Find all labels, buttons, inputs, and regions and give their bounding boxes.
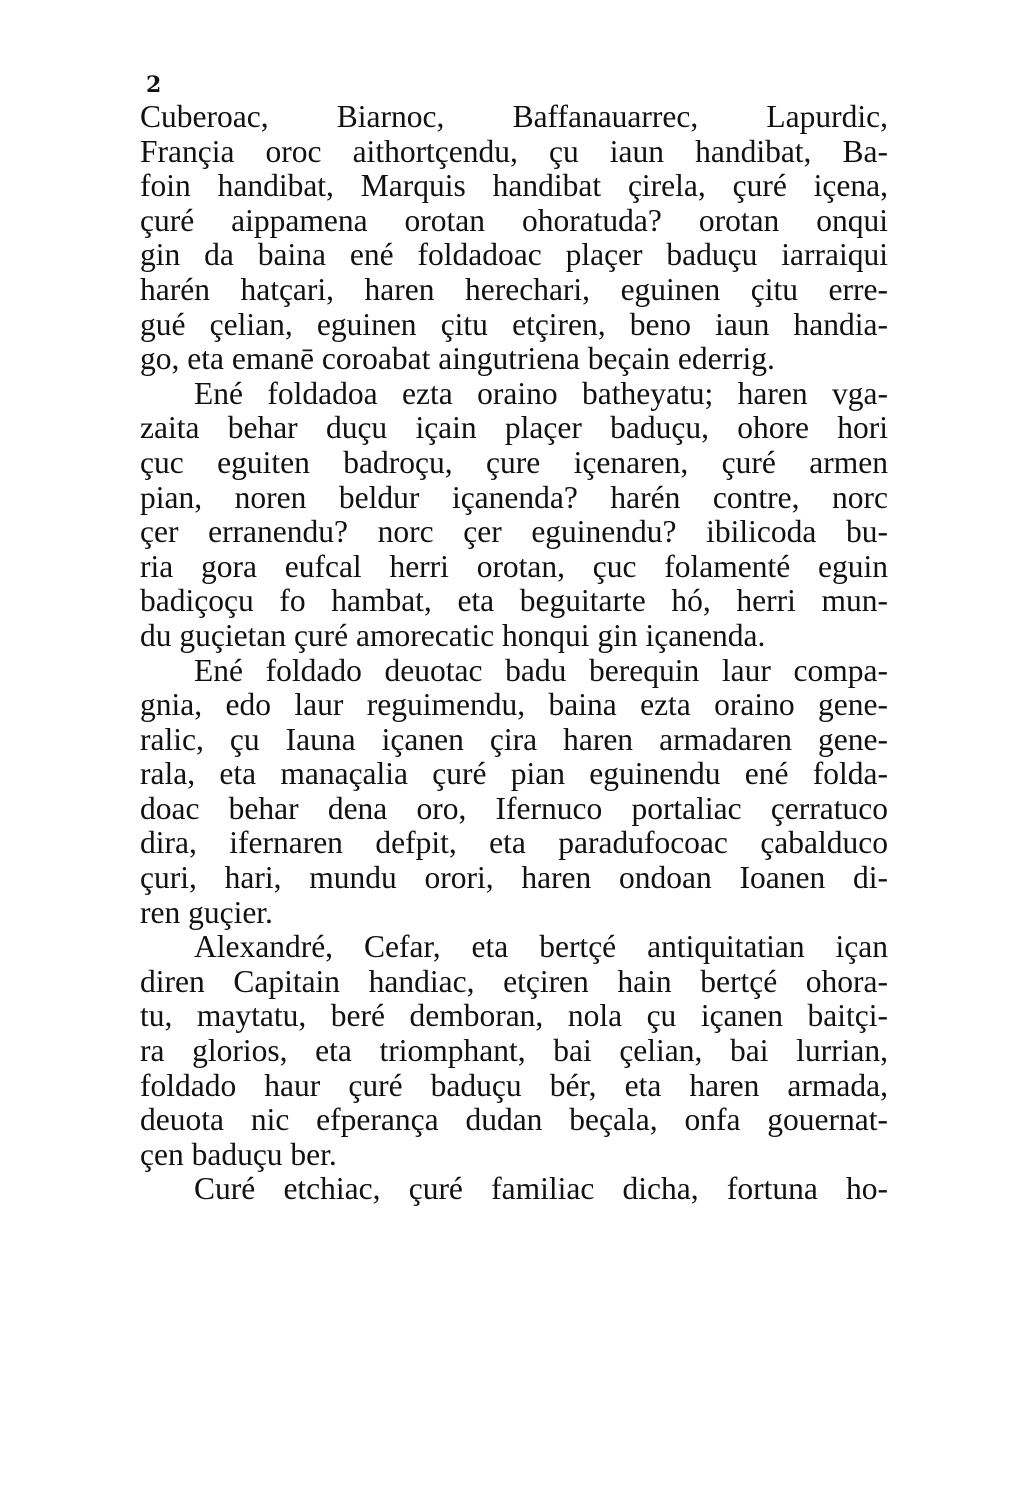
text-line: çuc eguiten badroçu, çure içenaren, çuré armen [140,445,888,480]
text-line: doac behar dena oro, Ifernuco portaliac çerratuco [140,791,888,826]
text-line: çer erranendu? norc çer eguinendu? ibilicoda bu- [140,515,888,550]
text-line: çuré aippamena orotan ohoratuda? orotan onqui [140,203,888,238]
paragraph [140,100,888,377]
paragraph [140,930,888,1172]
text-line: çen baduçu ber. [140,1137,337,1172]
text-line: go, eta emanē coroabat aingutriena beçain ederrig. [140,342,775,377]
paragraph [140,377,888,654]
text-line: badiçoçu fo hambat, eta beguitarte hó, herri mun- [140,584,888,619]
text-line: Alexandré, Cefar, eta bertçé antiquitatian içan [194,930,888,965]
text-line: diren Capitain handiac, etçiren hain bertçé ohora- [140,964,888,999]
text-line: dira, ifernaren defpit, eta paradufocoac çabalduco [140,826,888,861]
paragraph [140,1172,888,1207]
text-line: foldado haur çuré baduçu bér, eta haren armada, [140,1068,888,1103]
text-line: Cuberoac, Biarnoc, Baffanauarrec, Lapurdic, [140,100,888,134]
text-line: rala, eta manaçalia çuré pian eguinendu ené folda- [140,757,888,792]
body-text [140,100,888,1207]
text-line: gin da baina ené foldadoac plaçer baduçu iarraiqui [140,238,888,273]
text-line: Ené foldado deuotac badu berequin laur compa- [194,653,888,688]
text-line: deuota nic efperança dudan beçala, onfa gouernat- [140,1103,888,1138]
text-line: zaita behar duçu içain plaçer baduçu, ohore hori [140,411,888,446]
text-line: ren guçier. [140,895,273,930]
text-line: çuri, hari, mundu orori, haren ondoan Ioanen di- [140,861,888,896]
text-line: ra glorios, eta triomphant, bai çelian, bai lurrian, [140,1034,888,1069]
text-line: du guçietan çuré amorecatic honqui gin içanenda. [140,618,766,653]
text-line: Curé etchiac, çuré familiac dicha, fortuna ho- [194,1172,888,1207]
text-line: ralic, çu Iauna içanen çira haren armadaren gene- [140,722,888,757]
text-line: gué çelian, eguinen çitu etçiren, beno iaun handia- [140,307,888,342]
page-number: 2 [146,72,162,98]
text-line: foin handibat, Marquis handibat çirela, çuré içena, [140,169,888,204]
text-line: tu, maytatu, beré demboran, nola çu içanen baitçi- [140,999,888,1034]
text-line: gnia, edo laur reguimendu, baina ezta oraino gene- [140,688,888,723]
text-line: harén hatçari, haren herechari, eguinen çitu erre- [140,272,888,307]
text-line: ria gora eufcal herri orotan, çuc folamenté eguin [140,549,888,584]
paragraph [140,654,888,931]
text-line: Françia oroc aithortçendu, çu iaun handibat, Ba- [140,134,888,169]
text-line: Ené foldadoa ezta oraino batheyatu; haren vga- [194,376,888,411]
text-line: pian, noren beldur içanenda? harén contre, norc [140,480,888,515]
